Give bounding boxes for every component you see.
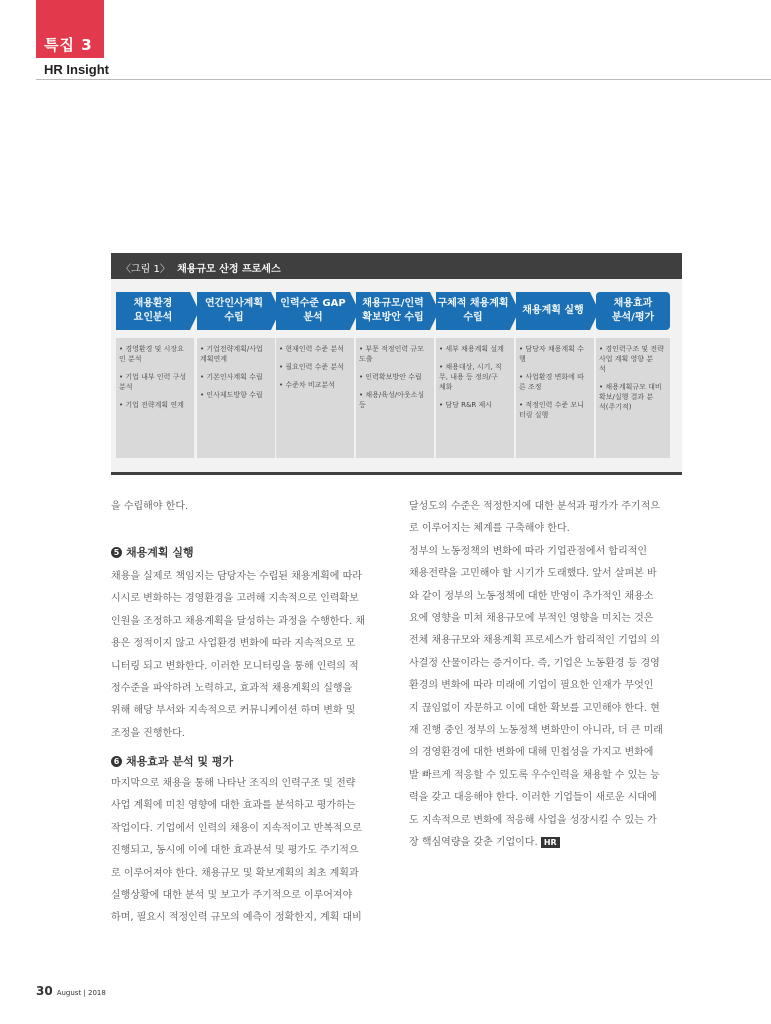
- section6-body: [111, 773, 383, 930]
- section5-number: 5: [111, 547, 122, 558]
- section5-heading: [111, 544, 194, 560]
- process-step-7: 채용효과 분석/평가: [596, 292, 670, 330]
- detail-item: • 인력확보방안 수립: [359, 373, 422, 381]
- end-mark-badge: HR: [541, 837, 560, 848]
- detail-item: • 기업 전략계획 연계: [119, 401, 184, 409]
- process-detail-column-3: [276, 338, 354, 458]
- magazine-logo: HR Insight: [44, 62, 109, 77]
- figure-title: 채용규모 산정 프로세스: [177, 264, 281, 275]
- detail-item: • 경인력구조 및 전략 사업 계획 영향 분 석: [599, 345, 664, 373]
- figure-caption-bar: [111, 253, 682, 279]
- detail-item: • 적정인력 수준 모니 터링 실행: [519, 401, 584, 419]
- detail-item: • 세부 채용계획 설계: [439, 345, 504, 353]
- detail-item: • 사업환경 변화에 따 른 조정: [519, 373, 584, 391]
- section5-body: [111, 566, 383, 745]
- detail-item: • 채용대상, 시기, 직 무, 내용 등 정의/구 체화: [439, 363, 502, 391]
- section6-paragraph: 마지막으로 채용을 통해 나타난 조직의 인력구조 및 전략 사업 계획에 미친 영향에 대한 효과를 분석하고 평가하는 작업이다. 기업에서 인력의 채용이 지속적이고 반복적으로 진행되고, 동시에 이에 대한 효과분석 및 평가도 주기적으 로 이루어져야 한다. 채용규모 및 확보계획의 최초 계획과 실행상황에 대한 분석 및 보고가 주기적으로 이루어져야 하며, 필요시 적정인력 규모의 예측이 정확한지, 계획 대비: [111, 778, 362, 924]
- detail-item: • 채용/육성/아웃소싱 등: [359, 391, 425, 409]
- process-step-3: 인력수준 GAP 분석: [276, 292, 350, 330]
- process-detail-column-7: [596, 338, 670, 458]
- section6-number: 6: [111, 756, 122, 767]
- detail-item: • 인사제도방향 수립: [200, 391, 263, 399]
- header-divider: [36, 79, 771, 80]
- process-detail-column-6: [516, 338, 594, 458]
- section-tag: 특집 3: [44, 36, 93, 54]
- process-step-1: 채용환경 요인분석: [116, 292, 190, 330]
- detail-item: • 채용계획규모 대비 확보/실행 결과 분 석(주기적): [599, 383, 662, 411]
- detail-item: • 기업전략계획/사업 계획연계: [200, 345, 263, 363]
- process-detail-column-5: [436, 338, 514, 458]
- detail-item: • 현재인력 수준 분석: [279, 345, 344, 353]
- section6-heading: [111, 753, 233, 769]
- process-step-4: 채용규모/인력 확보방안 수립: [356, 292, 430, 330]
- right-paragraph: [409, 496, 682, 855]
- process-step-6: 채용계획 실행: [516, 292, 590, 330]
- left-intro-text: [111, 496, 383, 518]
- process-step-5: 구체적 채용계획 수립: [436, 292, 510, 330]
- detail-item: • 필요인력 수준 분석: [279, 363, 344, 371]
- issue-date: August | 2018: [56, 989, 106, 997]
- right-column-text: [409, 496, 682, 855]
- process-detail-column-4: [356, 338, 434, 458]
- section5-paragraph: 채용을 실제로 책임지는 담당자는 수립된 채용계획에 따라 시시로 변화하는 경영환경을 고려해 지속적으로 인력확보 인원을 조정하고 채용계획을 달성하는 과정을 수행한다. 채 용은 정적이지 않고 사업환경 변화에 따라 지속적으로 모 니터링 되고 변화한다. 이러한 모니터링을 통해 인력의 적 정수준을 파악하려 노력하고, 효과적 채용계획의 실행을 위해 해당 부서와 지속적으로 커뮤니케이션 하며 변화 및 조정을 진행한다.: [111, 571, 366, 739]
- detail-item: • 기업 내부 인력 구성 분석: [119, 373, 187, 391]
- detail-item: • 담당자 채용계획 수 행: [519, 345, 584, 363]
- section5-title: 채용계획 실행: [126, 546, 194, 559]
- page-footer: [36, 984, 106, 998]
- page-number: 30: [36, 984, 53, 998]
- intro-paragraph: 을 수립해야 한다.: [111, 501, 189, 512]
- detail-item: • 기본인사계획 수립: [200, 373, 263, 381]
- detail-item: • 부문 적정인력 규모 도출: [359, 345, 424, 363]
- right-paragraph-text: 달성도의 수준은 적정한지에 대한 분석과 평가가 주기적으 로 이루어지는 체계를 구축해야 한다. 정부의 노동정책의 변화에 따라 기업관점에서 합리적인 채용전략을 고민해야 할 시기가 도래했다. 앞서 살펴본 바 와 같이 정부의 노동정책에 대한 반영이 추가적인 채용소 요에 영향을 미쳐 채용규모에 부적인 영향을 미치는 것은 전체 채용규모와 채용계획 프로세스가 합리적인 기업의 의 사결정 산물이라는 증거이다. 즉, 기업은 노동환경 등 경영 환경의 변화에 따라 미래에 기업이 필요한 인재가 무엇인 지 끊임없이 자문하고 이에 대한 확보를 고민해야 한다. 현 재 진행 중인 정부의 노동정책 변화만이 아니라, 더 큰 미래 의 경영환경에 대한 변화에 대해 민첩성을 가지고 변화에 발 빠르게 적응할 수 있도록 우수인력을 채용할 수 있는 능 력을 갖고 대응해야 한다. 이러한 기업들이 새로운 시대에 도 지속적으로 변화에 적응해 사업을 성장시킬 수 있는 가 장 핵심역량을 갖춘 기업이다.: [409, 501, 663, 849]
- process-detail-column-2: [197, 338, 275, 458]
- figure-number: 〈그림 1〉: [121, 264, 170, 275]
- detail-item: • 수준차 비교분석: [279, 381, 335, 389]
- detail-item: • 경영환경 및 시장요 인 분석: [119, 345, 184, 363]
- process-detail-column-1: [116, 338, 194, 458]
- section6-title: 채용효과 분석 및 평가: [126, 755, 234, 768]
- process-step-2: 연간인사계획 수립: [197, 292, 271, 330]
- detail-item: • 담당 R&R 제시: [439, 401, 493, 409]
